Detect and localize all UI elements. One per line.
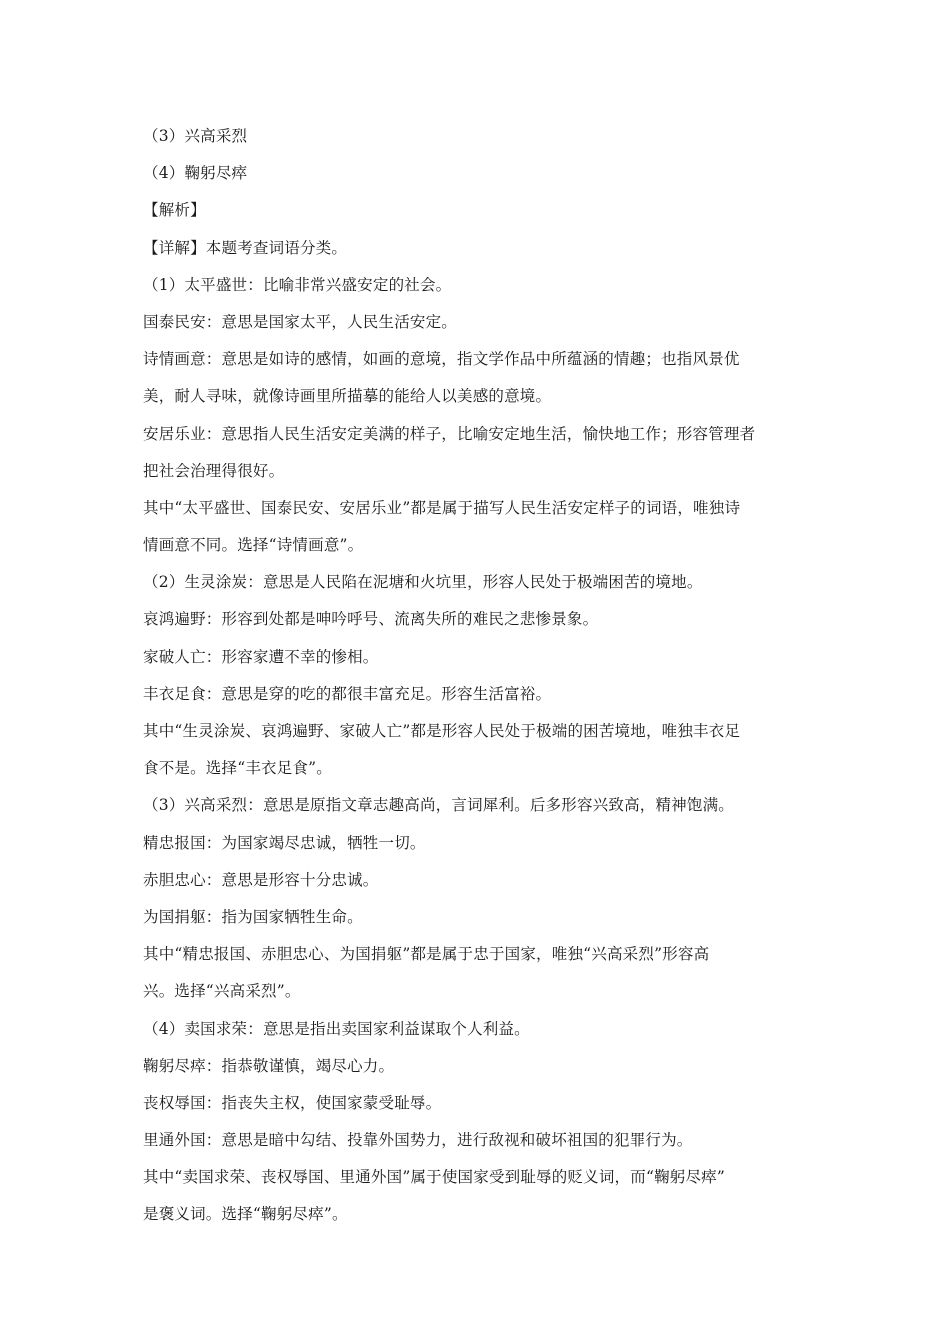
detail-intro: 【详解】本题考查词语分类。 <box>143 238 348 257</box>
group3-item1: （3）兴高采烈：意思是原指文章志趣高尚，言词犀利。后多形容兴致高，精神饱满。 <box>143 796 734 815</box>
group4-item4: 里通外国：意思是暗中勾结、投靠外国势力，进行敌视和破坏祖国的犯罪行为。 <box>143 1131 693 1150</box>
group1-summary-line2: 情画意不同。选择“诗情画意”。 <box>143 536 364 555</box>
group1-summary-line1: 其中“太平盛世、国泰民安、安居乐业”都是属于描写人民生活安定样子的词语，唯独诗 <box>143 498 741 517</box>
answer-explanation-text <box>143 118 813 1234</box>
group4-summary-line2: 是褒义词。选择“鞠躬尽瘁”。 <box>143 1205 348 1224</box>
group3-summary-line1: 其中“精忠报国、赤胆忠心、为国捐躯”都是属于忠于国家，唯独“兴高采烈”形容高 <box>143 945 710 964</box>
group1-item4-line1: 安居乐业：意思指人民生活安定美满的样子，比喻安定地生活，愉快地工作；形容管理者 <box>143 424 756 443</box>
group2-summary-line1: 其中“生灵涂炭、哀鸿遍野、家破人亡”都是形容人民处于极端的困苦境地，唯独丰衣足 <box>143 722 741 740</box>
group2-item3: 家破人亡：形容家遭不幸的惨相。 <box>143 647 379 666</box>
group2-item1: （2）生灵涂炭：意思是人民陷在泥塘和火坑里，形容人民处于极端困苦的境地。 <box>143 573 703 592</box>
group1-item4-line2: 把社会治理得很好。 <box>143 461 285 480</box>
analysis-heading: 【解析】 <box>143 201 206 220</box>
group1-item2: 国泰民安：意思是国家太平，人民生活安定。 <box>143 312 458 331</box>
group2-item4: 丰衣足食：意思是穿的吃的都很丰富充足。形容生活富裕。 <box>143 684 552 703</box>
group1-item3-line2: 美，耐人寻味，就像诗画里所描摹的能给人以美感的意境。 <box>143 387 552 406</box>
group4-item2: 鞠躬尽瘁：指恭敬谨慎，竭尽心力。 <box>143 1056 395 1075</box>
answer-item-4: （4）鞠躬尽瘁 <box>143 164 248 183</box>
group4-summary-line1: 其中“卖国求荣、丧权辱国、里通外国”属于使国家受到耻辱的贬义词，而“鞠躬尽瘁” <box>143 1168 725 1187</box>
group3-summary-line2: 兴。选择“兴高采烈”。 <box>143 982 301 1001</box>
group4-item3: 丧权辱国：指丧失主权，使国家蒙受耻辱。 <box>143 1093 442 1112</box>
group1-item1: （1）太平盛世：比喻非常兴盛安定的社会。 <box>143 275 452 294</box>
group4-item1: （4）卖国求荣：意思是指出卖国家利益谋取个人利益。 <box>143 1019 530 1038</box>
group2-summary-line2: 食不是。选择“丰衣足食”。 <box>143 759 332 778</box>
group3-item3: 赤胆忠心：意思是形容十分忠诚。 <box>143 870 379 889</box>
group3-item4: 为国捐躯：指为国家牺牲生命。 <box>143 907 363 926</box>
group1-item3-line1: 诗情画意：意思是如诗的感情，如画的意境，指文学作品中所蕴涵的情趣；也指风景优 <box>143 350 740 369</box>
answer-item-3: （3）兴高采烈 <box>143 127 248 145</box>
group3-item2: 精忠报国：为国家竭尽忠诚，牺牲一切。 <box>143 833 426 852</box>
group2-item2: 哀鸿遍野：形容到处都是呻吟呼号、流离失所的难民之悲惨景象。 <box>143 610 599 629</box>
